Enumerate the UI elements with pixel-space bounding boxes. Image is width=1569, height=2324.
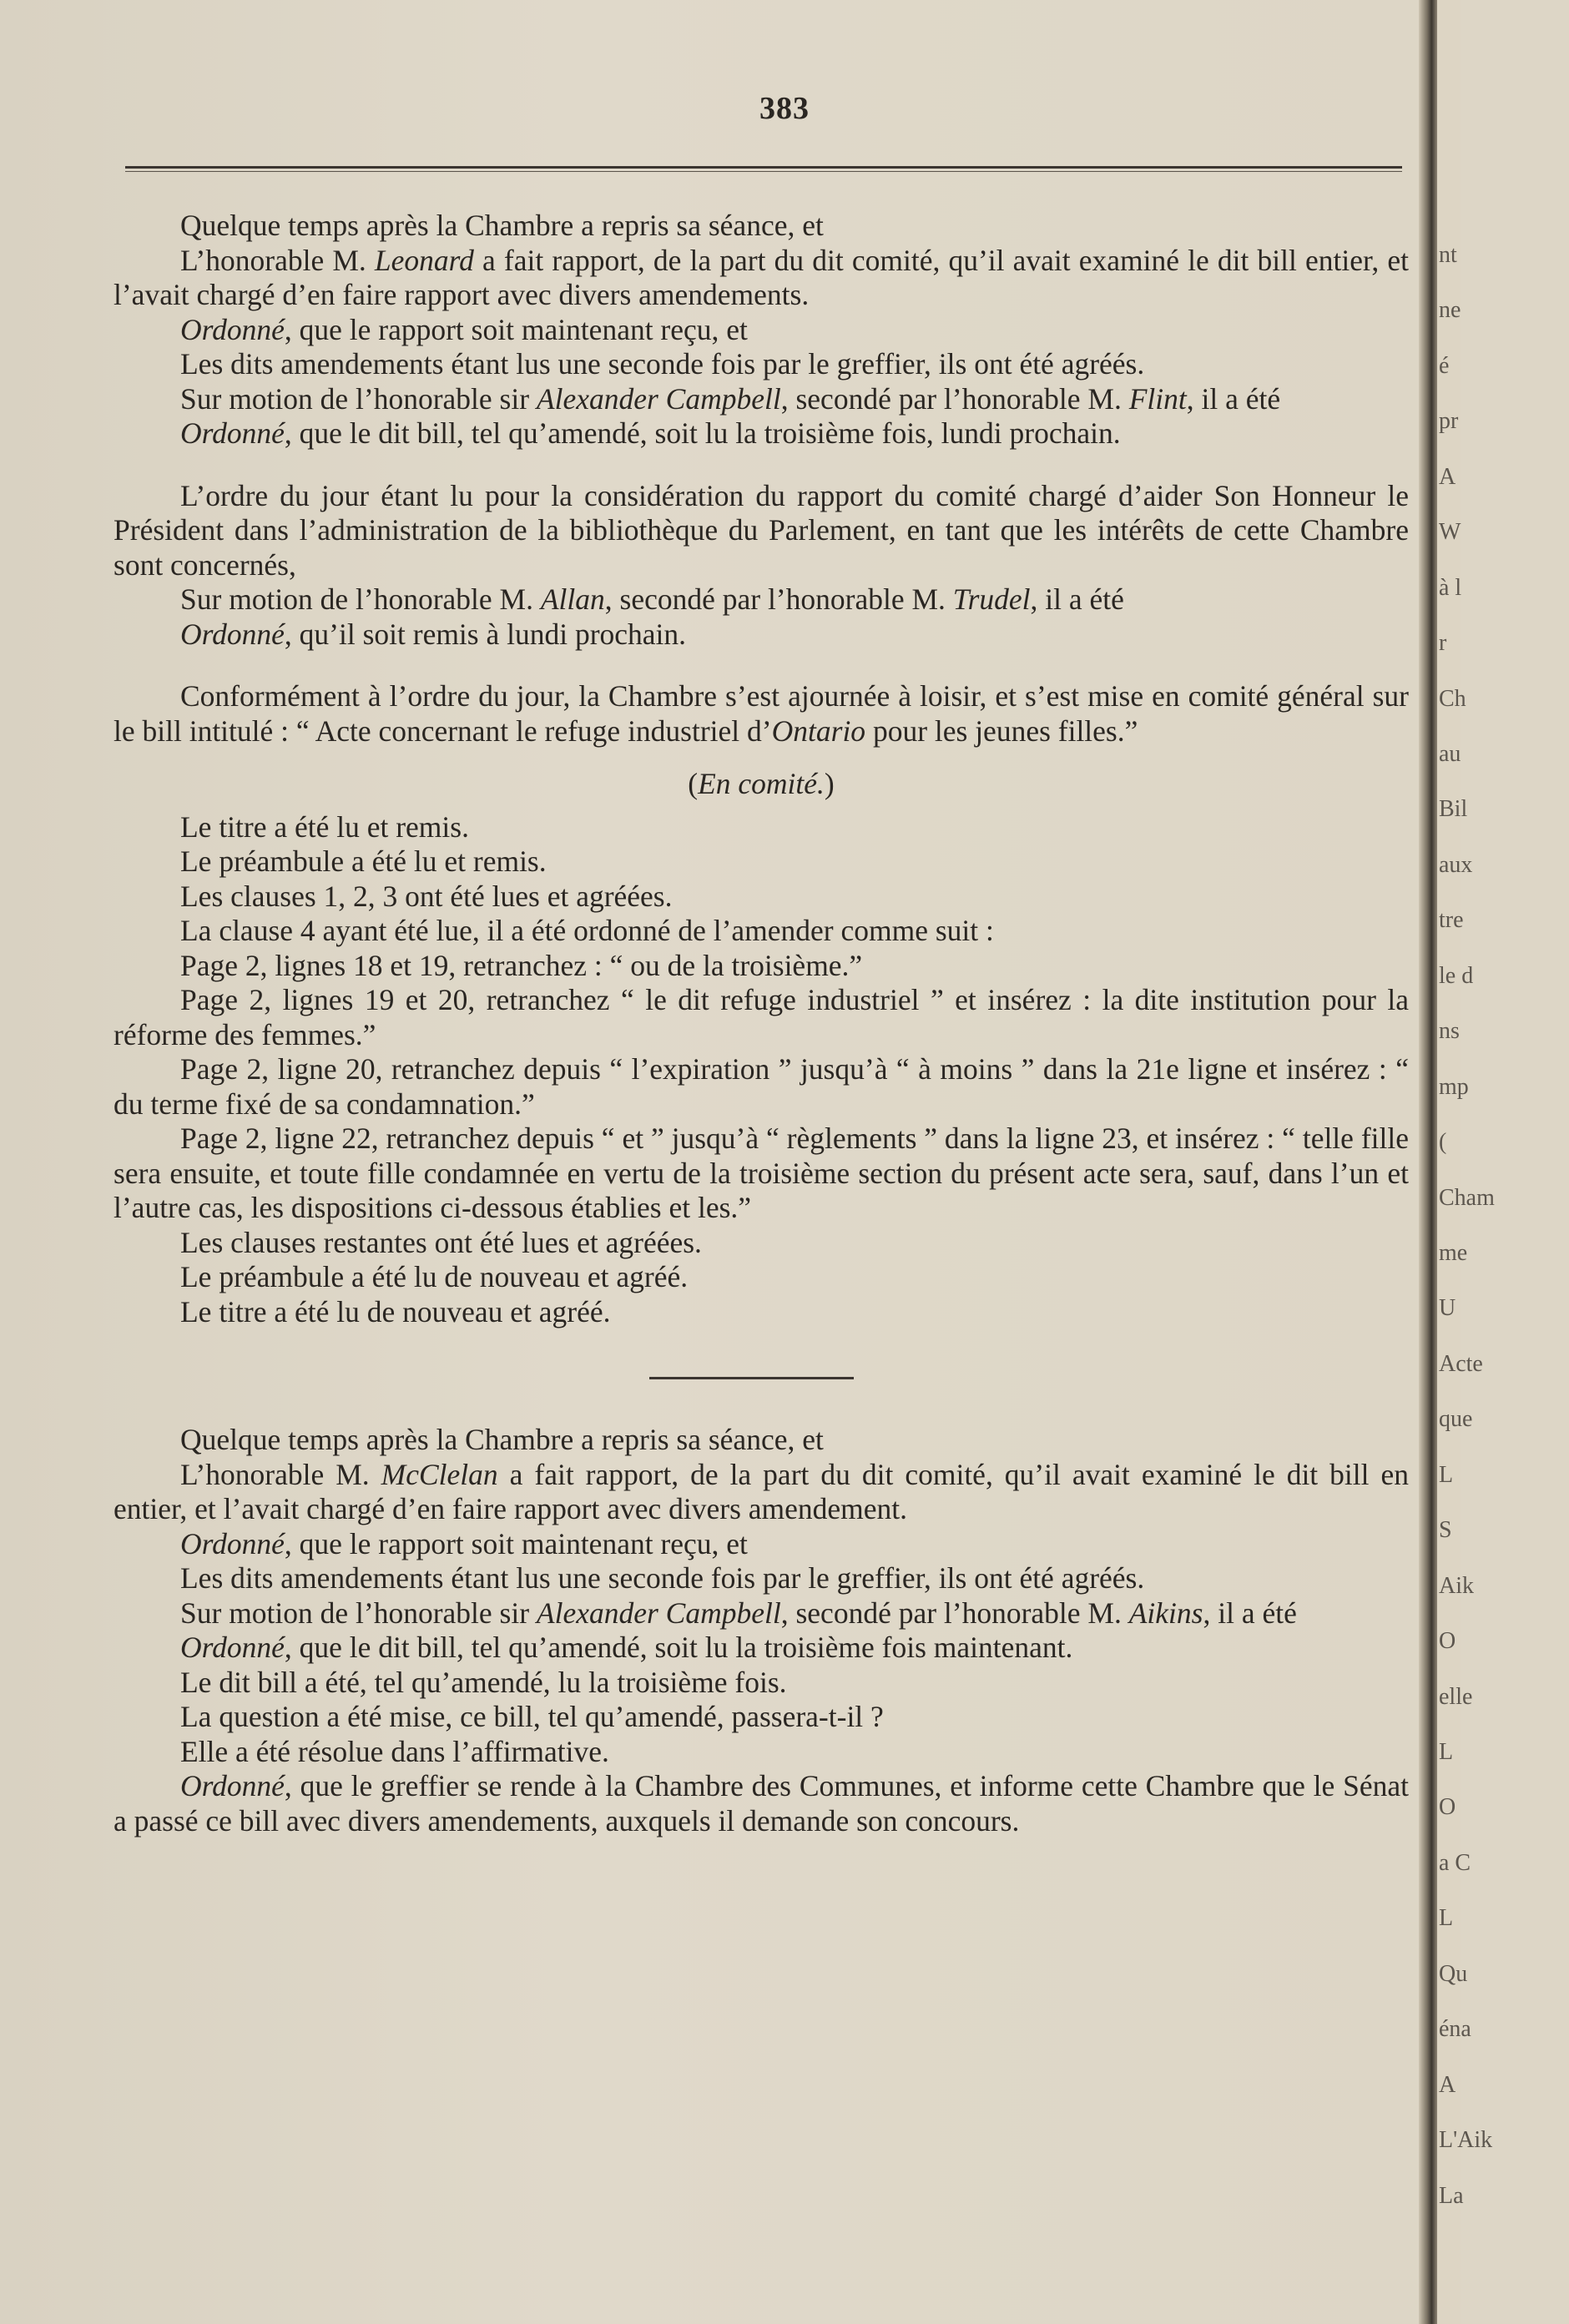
paragraph: Conformément à l’ordre du jour, la Chambre s’est ajournée à loisir, et s’est mise en comité général sur le bill intitulé : “ Acte concernant le refuge industriel d’Ontario pour les jeunes filles.” <box>114 679 1409 748</box>
paragraph: Les clauses 1, 2, 3 ont été lues et agréées. <box>180 879 673 913</box>
next-page-fragment: W <box>1439 519 1461 546</box>
page-number: 383 <box>759 91 810 126</box>
next-page-edge <box>1437 0 1495 2324</box>
paragraph: Quelque temps après la Chambre a repris sa séance, et <box>180 1423 824 1456</box>
paragraph: Les clauses restantes ont été lues et agréées. <box>180 1225 702 1259</box>
next-page-fragment: que <box>1439 1406 1473 1433</box>
next-page-fragment: La <box>1439 2182 1464 2209</box>
next-page-fragment: L'Aik <box>1439 2127 1493 2154</box>
paragraph: Le titre a été lu de nouveau et agréé. <box>180 1294 611 1328</box>
next-page-fragment: L <box>1439 1739 1454 1765</box>
page-body <box>114 209 1409 1838</box>
next-page-fragment: éna <box>1439 2016 1471 2043</box>
next-page-fragment: S <box>1439 1517 1452 1544</box>
paragraph: Page 2, lignes 18 et 19, retranchez : “ ou de la troisième.” <box>180 948 863 982</box>
paragraph: Ordonné, qu’il soit remis à lundi prochain. <box>180 617 687 651</box>
next-page-fragment: ns <box>1439 1018 1460 1045</box>
paragraph: Les dits amendements étant lus une seconde fois par le greffier, ils ont été agréés. <box>180 347 1145 381</box>
next-page-fragment: a C <box>1439 1849 1471 1876</box>
paragraph: La question a été mise, ce bill, tel qu’amendé, passera-t-il ? <box>180 1700 884 1733</box>
next-page-fragment: L <box>1439 1905 1454 1932</box>
binding-gutter <box>1419 0 1437 2324</box>
next-page-fragment: Bil <box>1439 796 1468 823</box>
paragraph: Sur motion de l’honorable sir Alexander Campbell, secondé par l’honorable M. Aikins, il a été <box>180 1596 1297 1630</box>
next-page-fragment: aux <box>1439 851 1473 878</box>
paragraph: Page 2, ligne 22, retranchez depuis “ et ” jusqu’à “ règlements ” dans la ligne 23, et insérez : “ telle fille sera ensuite, et toute fille condamnée en vertu de la troisième section du présent acte sera, sauf, dans l’un et l’autre cas, les dispositions ci-dessous établies et les.” <box>114 1122 1409 1224</box>
next-page-fragment: pr <box>1439 408 1459 435</box>
next-page-fragment: me <box>1439 1240 1468 1266</box>
section-divider <box>649 1377 854 1379</box>
paragraph: Page 2, lignes 19 et 20, retranchez “ le dit refuge industriel ” et insérez : la dite institution pour la réforme des femmes.” <box>114 983 1409 1051</box>
next-page-fragment: U <box>1439 1295 1456 1322</box>
paragraph: Sur motion de l’honorable sir Alexander Campbell, secondé par l’honorable M. Flint, il a été <box>180 381 1281 416</box>
next-page-fragment: A <box>1439 2071 1456 2098</box>
next-page-fragment: ne <box>1439 297 1461 324</box>
paragraph: Quelque temps après la Chambre a repris sa séance, et <box>180 209 824 242</box>
next-page-fragment: nt <box>1439 242 1457 268</box>
paragraph: Le dit bill a été, tel qu’amendé, lu la troisième fois. <box>180 1665 787 1699</box>
paragraph: Le préambule a été lu et remis. <box>180 844 547 878</box>
paragraph: Ordonné, que le greffier se rende à la Chambre des Communes, et informe cette Chambre que le Sénat a passé ce bill avec divers amendements, auxquels il demande son concours. <box>114 1769 1409 1838</box>
paragraph: Ordonné, que le dit bill, tel qu’amendé, soit lu la troisième fois maintenant. <box>180 1631 1073 1664</box>
next-page-fragment: L <box>1439 1461 1454 1488</box>
next-page-fragment: O <box>1439 1794 1456 1821</box>
next-page-fragment: Acte <box>1439 1350 1483 1377</box>
next-page-fragment: Aik <box>1439 1572 1474 1599</box>
next-page-fragment: à l <box>1439 574 1462 601</box>
next-page-fragment: ( <box>1439 1129 1447 1156</box>
next-page-fragment: r <box>1439 630 1447 657</box>
paragraph: L’ordre du jour étant lu pour la considération du rapport du comité chargé d’aider Son Honneur le Président dans l’administration de la bibliothèque du Parlement, en tant que les intérêts de cette Chambre sont concernés, <box>114 478 1409 582</box>
paragraph: L’honorable M. McClelan a fait rapport, de la part du dit comité, qu’il avait examiné le dit bill en entier, et l’avait chargé d’en faire rapport avec divers amendement. <box>114 1457 1410 1525</box>
paragraph: Le titre a été lu et remis. <box>180 809 469 844</box>
next-page-fragment: le d <box>1439 962 1474 989</box>
section-heading: (En comité.) <box>688 767 835 800</box>
next-page-fragment: O <box>1439 1628 1456 1655</box>
next-page-fragment: au <box>1439 741 1461 767</box>
next-page-fragment: é <box>1439 352 1450 379</box>
next-page-fragment: elle <box>1439 1683 1473 1710</box>
paragraph: Ordonné, que le rapport soit maintenant reçu, et <box>180 1526 748 1560</box>
paragraph: L’honorable M. Leonard a fait rapport, de la part du dit comité, qu’il avait examiné le dit bill entier, et l’avait chargé d’en faire rapport avec divers amendements. <box>114 243 1409 311</box>
next-page-fragment: tre <box>1439 907 1464 934</box>
paragraph: Page 2, ligne 20, retranchez depuis “ l’expiration ” jusqu’à “ à moins ” dans la 21e ligne et insérez : “ du terme fixé de sa condamnation.” <box>114 1052 1409 1121</box>
next-page-fragment: Qu <box>1439 1960 1468 1987</box>
next-page-fragment: mp <box>1439 1073 1469 1100</box>
paragraph: Elle a été résolue dans l’affirmative. <box>180 1734 609 1768</box>
header-rule <box>125 166 1402 172</box>
paragraph: Ordonné, que le dit bill, tel qu’amendé, soit lu la troisième fois, lundi prochain. <box>180 416 1121 450</box>
next-page-fragment: Ch <box>1439 685 1466 712</box>
paragraph: Ordonné, que le rapport soit maintenant reçu, et <box>180 312 748 346</box>
next-page-fragment: Cham <box>1439 1184 1495 1211</box>
paragraph: Sur motion de l’honorable M. Allan, secondé par l’honorable M. Trudel, il a été <box>180 582 1124 616</box>
paragraph: Les dits amendements étant lus une seconde fois par le greffier, ils ont été agréés. <box>180 1561 1145 1595</box>
paragraph: Le préambule a été lu de nouveau et agréé. <box>180 1260 689 1293</box>
paragraph: La clause 4 ayant été lue, il a été ordonné de l’amender comme suit : <box>180 914 994 947</box>
next-page-fragment: A <box>1439 463 1456 490</box>
